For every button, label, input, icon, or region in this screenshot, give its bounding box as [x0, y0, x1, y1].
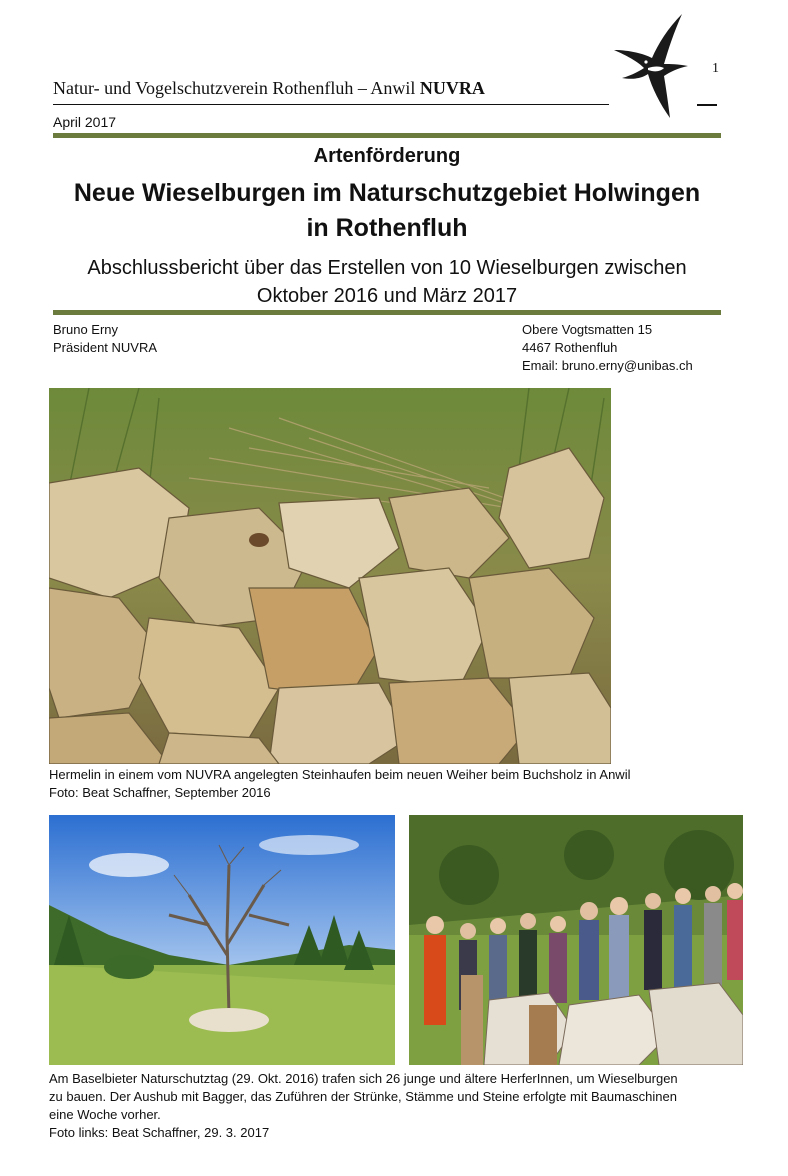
- address-city: 4467 Rothenfluh: [522, 340, 618, 355]
- article-subtitle: [53, 254, 721, 310]
- photo-volunteers-group: [409, 815, 743, 1065]
- page-number: 1: [712, 61, 719, 76]
- article-subtitle-line1: Abschlussbericht über das Erstellen von 10 Wieselburgen zwischen: [87, 257, 687, 279]
- top-accent-rule: [53, 133, 721, 138]
- figure2-caption-line2: zu bauen. Der Aushub mit Bagger, das Zuführen der Strünke, Stämme und Steine erfolgte mit Baumaschinen: [49, 1089, 677, 1104]
- header-rule: [53, 104, 609, 105]
- organization-header: [53, 78, 485, 99]
- figure2-caption-line1: Am Baselbieter Naturschutztag (29. Okt. 2016) trafen sich 26 junge und ältere HerferInnen, um Wieselburgen: [49, 1071, 678, 1086]
- address-block: [522, 321, 693, 375]
- address-street: Obere Vogtsmatten 15: [522, 322, 653, 337]
- article-title: [53, 176, 721, 246]
- organization-abbreviation: NUVRA: [419, 78, 485, 98]
- organization-name: Natur- und Vogelschutzverein Rothenfluh – Anwil: [53, 78, 416, 98]
- author-role: Präsident NUVRA: [53, 340, 158, 355]
- section-heading: Artenförderung: [313, 145, 461, 167]
- article-title-line1: Neue Wieselburgen im Naturschutzgebiet Holwingen: [73, 179, 701, 207]
- figure1-caption: [49, 766, 739, 802]
- title-accent-rule: [53, 310, 721, 315]
- article-title-line2: in Rothenfluh: [306, 214, 468, 242]
- figure2-caption: [49, 1070, 739, 1142]
- author-email: Email: bruno.erny@unibas.ch: [522, 358, 693, 373]
- photo-stone-pile: [49, 388, 611, 764]
- figure1-caption-line1: Hermelin in einem vom NUVRA angelegten Steinhaufen beim neuen Weiher beim Buchsholz in Anwil: [49, 767, 631, 782]
- swallow-logo-icon: [608, 10, 696, 127]
- issue-date: April 2017: [53, 114, 117, 130]
- article-subtitle-line2: Oktober 2016 und März 2017: [256, 285, 518, 307]
- photo-tree-meadow: [49, 815, 395, 1065]
- author-block: [53, 321, 157, 357]
- figure2-caption-credit: Foto links: Beat Schaffner, 29. 3. 2017: [49, 1125, 270, 1140]
- page-number-rule: [697, 104, 717, 106]
- figure2-caption-line3: eine Woche vorher.: [49, 1107, 161, 1122]
- author-name: Bruno Erny: [53, 322, 119, 337]
- figure1-caption-credit: Foto: Beat Schaffner, September 2016: [49, 785, 271, 800]
